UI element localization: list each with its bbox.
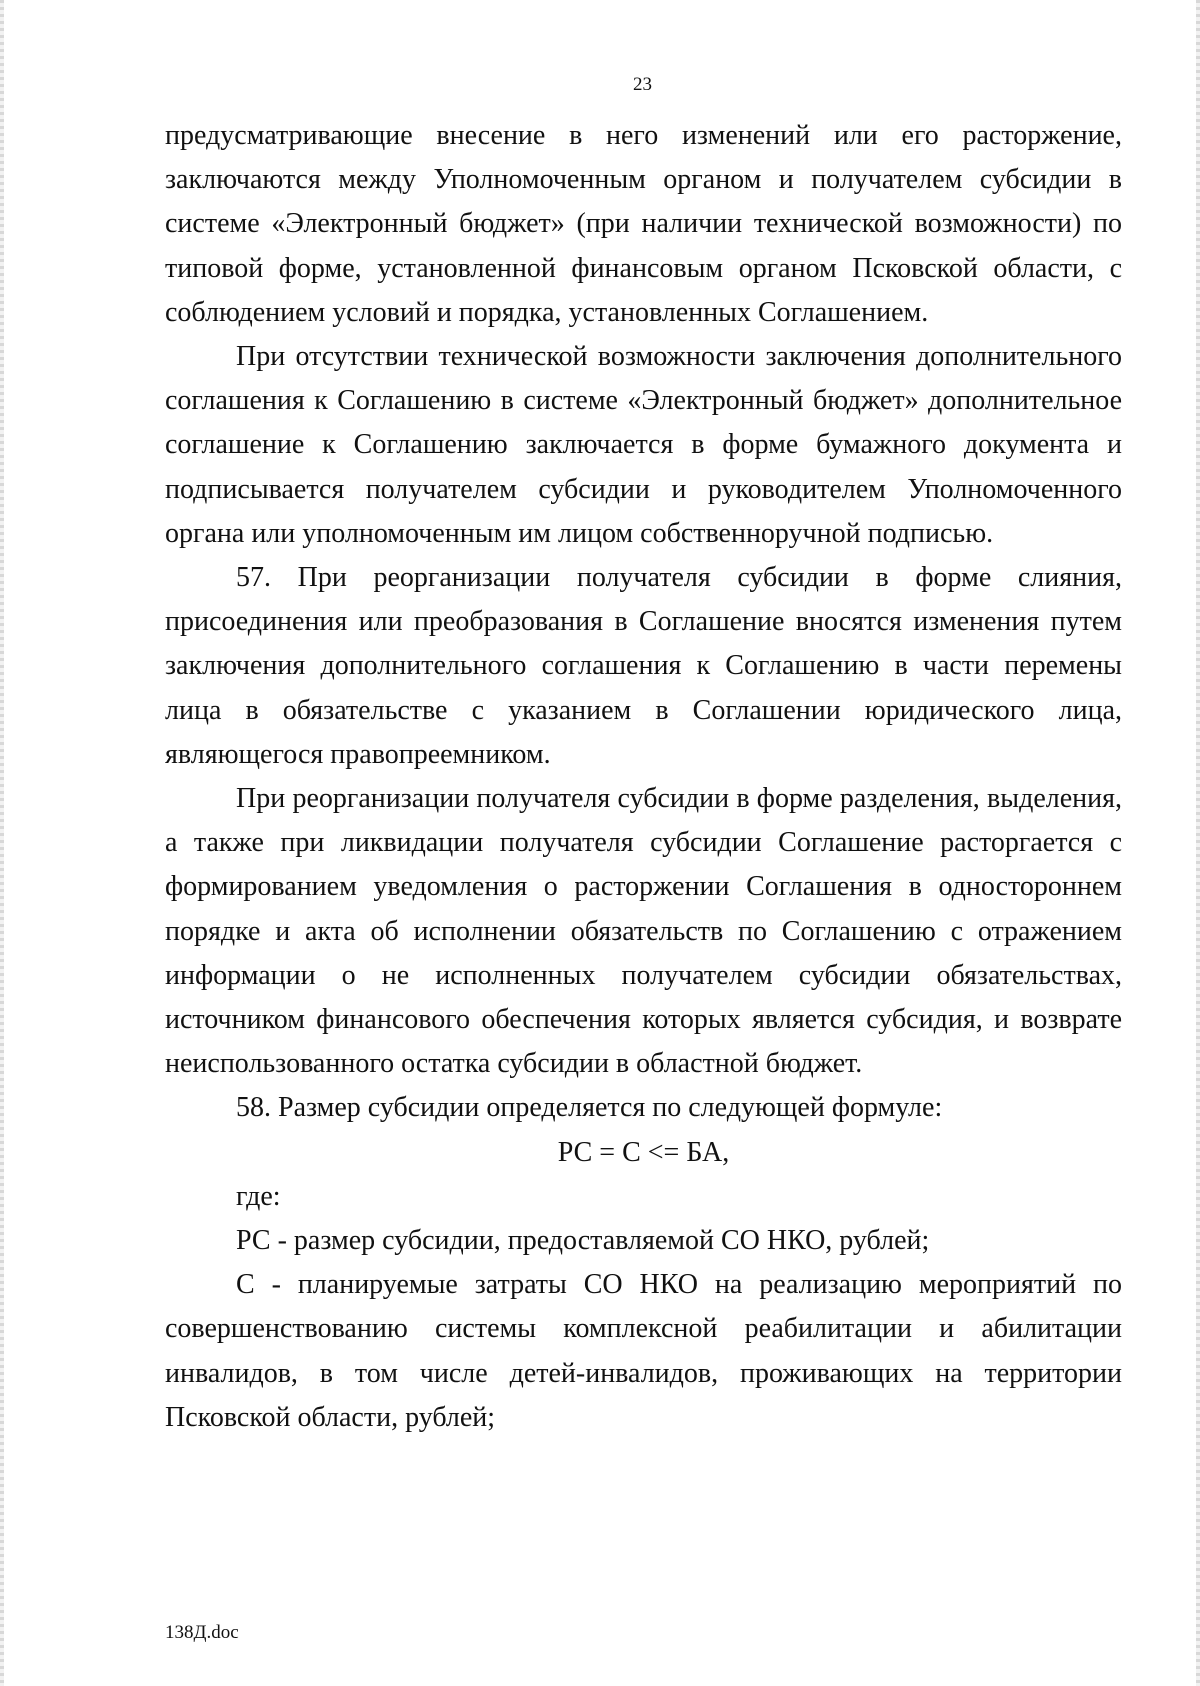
document-filename: 138Д.doc [165,1622,239,1643]
scan-edge-left [0,0,4,1686]
document-body [165,114,1122,1440]
paragraph-57: 57. При реорганизации получателя субсидии в форме слияния, присоединения или преобразования в Соглашение вносятся изменения путем заключения дополнительного соглашения к Соглашению в части перемены лица в обязательстве с указанием в Соглашении юридического лица, являющегося правопреемником. [165,562,1122,770]
subsidy-formula: РС = С <= БА, [557,1136,730,1168]
paragraph-no-technical-possibility: При отсутствии технической возможности заключения дополнительного соглашения к Соглашению в системе «Электронный бюджет» дополнительное соглашение к Соглашению заключается в форме бумажного документа и подписывается получателем субсидии и руководителем Уполномоченного органа или уполномоченным им лицом собственноручной подписью. [165,341,1122,549]
paragraph-continuation: предусматривающие внесение в него изменений или его расторжение, заключаются между Уполномоченным органом и получателем субсидии в системе «Электронный бюджет» (при наличии технической возможности) по типовой форме, установленной финансовым органом Псковской области, с соблюдением условий и порядка, установленных Соглашением. [165,120,1122,328]
paragraph-58: 58. Размер субсидии определяется по следующей формуле: [236,1092,943,1124]
definition-c: С - планируемые затраты СО НКО на реализацию мероприятий по совершенствованию системы комплексной реабилитации и абилитации инвалидов, в том числе детей-инвалидов, проживающих на территории Псковской области, рублей; [165,1269,1122,1433]
definition-rs: РС - размер субсидии, предоставляемой СО НКО, рублей; [236,1225,930,1257]
paragraph-reorganization-division: При реорганизации получателя субсидии в форме разделения, выделения, а также при ликвидации получателя субсидии Соглашение расторгается с формированием уведомления о расторжении Соглашения в одностороннем порядке и акта об исполнении обязательств по Соглашению с отражением информации о не исполненных получателем субсидии обязательствах, источником финансового обеспечения которых является субсидия, и возврате неиспользованного остатка субсидии в областной бюджет. [165,783,1122,1080]
scan-edge-right [1196,0,1200,1686]
page-number: 23 [633,74,652,95]
paragraph-where: где: [236,1180,281,1212]
